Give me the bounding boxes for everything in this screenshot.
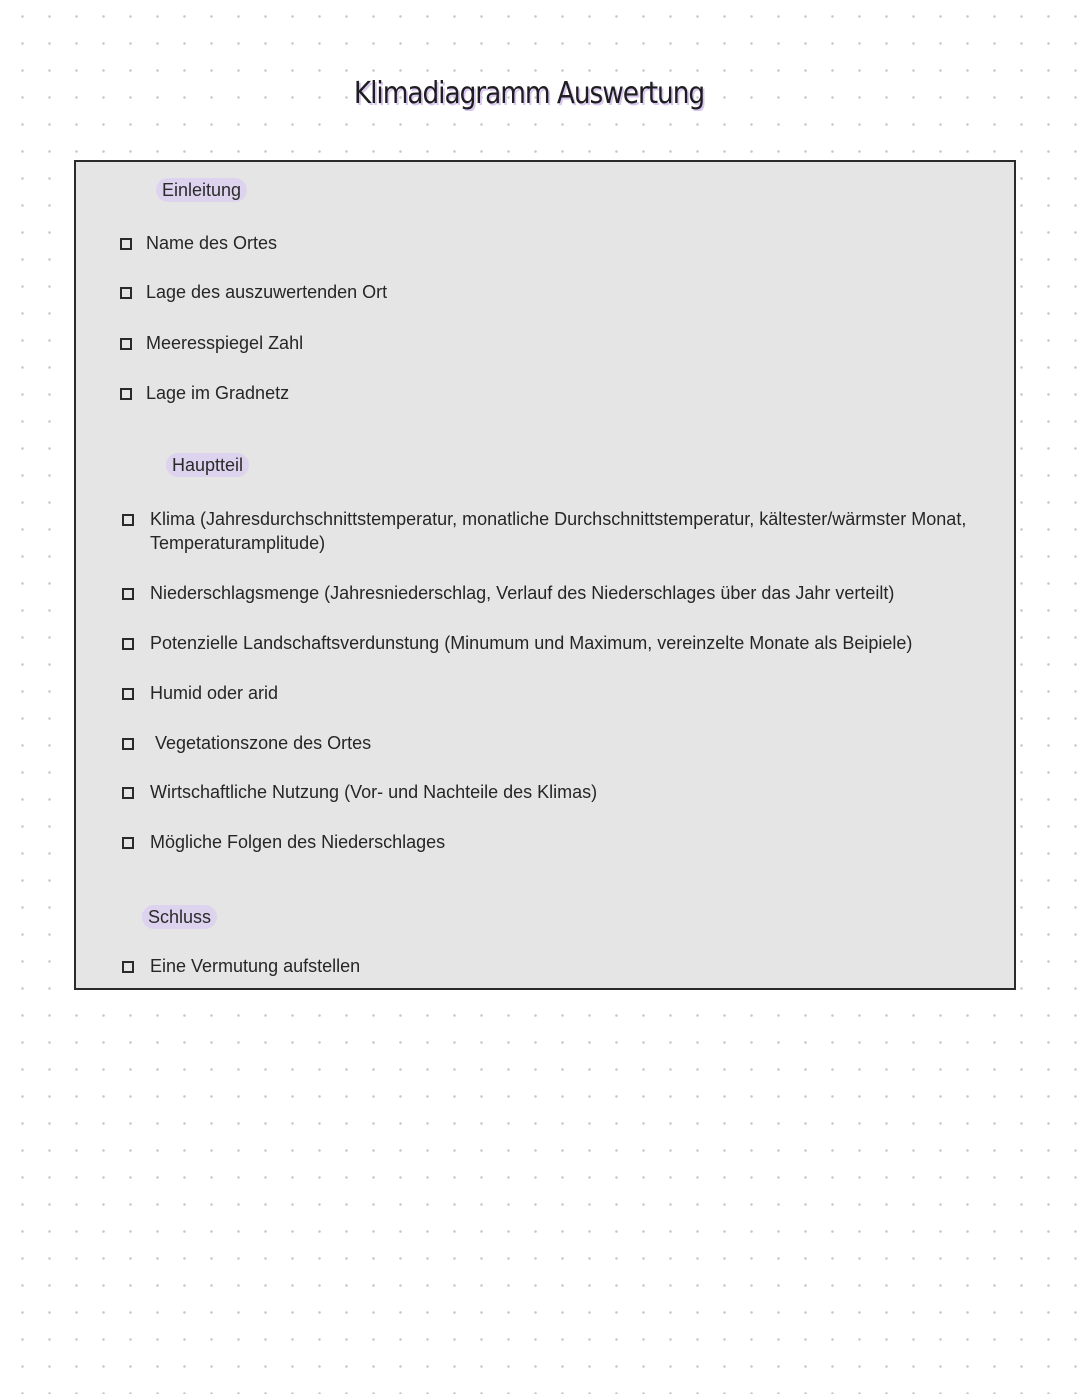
checklist-box	[74, 160, 1016, 990]
section-heading-hauptteil: Hauptteil	[166, 453, 249, 477]
checklist-item-label: Mögliche Folgen des Niederschlages	[150, 832, 446, 852]
checkbox-icon[interactable]	[120, 338, 132, 350]
checkbox-icon[interactable]	[122, 837, 134, 849]
checklist-item-label: Niederschlagsmenge (Jahresniederschlag, Verlauf des Niederschlages über das Jahr verteilt)	[150, 583, 895, 603]
checkbox-icon[interactable]	[122, 787, 134, 799]
checklist-item	[120, 231, 960, 255]
checklist-item	[120, 381, 960, 405]
checkbox-icon[interactable]	[120, 388, 132, 400]
checkbox-icon[interactable]	[122, 588, 134, 600]
checklist-item	[122, 581, 972, 605]
checkbox-icon[interactable]	[122, 738, 134, 750]
checklist-item-label: Humid oder arid	[150, 683, 279, 703]
checklist-item	[122, 954, 972, 978]
checklist-item-label: Potenzielle Landschaftsverdunstung (Minumum und Maximum, vereinzelte Monate als Beipiele)	[150, 633, 913, 653]
checklist-item	[122, 631, 972, 655]
checklist-item	[122, 507, 972, 555]
checkbox-icon[interactable]	[122, 961, 134, 973]
checklist-item-label: Lage des auszuwertenden Ort	[146, 282, 388, 302]
page-title: Klimadiagramm Auswertung	[353, 76, 705, 111]
checklist-item-label: Vegetationszone des Ortes	[150, 733, 372, 753]
checklist-item	[120, 280, 960, 304]
checklist-item	[122, 830, 972, 854]
checklist-item-label: Klima (Jahresdurchschnittstemperatur, monatliche Durchschnittstemperatur, kältester/wärmster Monat, Temperaturamplitude)	[150, 509, 967, 553]
checklist-item	[120, 331, 960, 355]
checkbox-icon[interactable]	[122, 514, 134, 526]
checklist-item-label: Name des Ortes	[146, 233, 278, 253]
section-heading-einleitung: Einleitung	[156, 178, 247, 202]
checklist-item-label: Eine Vermutung aufstellen	[150, 956, 361, 976]
checkbox-icon[interactable]	[120, 287, 132, 299]
checkbox-icon[interactable]	[122, 688, 134, 700]
checklist-item	[122, 681, 972, 705]
checkbox-icon[interactable]	[122, 638, 134, 650]
section-heading-schluss: Schluss	[142, 905, 217, 929]
checklist-item-label: Lage im Gradnetz	[146, 383, 290, 403]
checklist-item-label: Wirtschaftliche Nutzung (Vor- und Nachteile des Klimas)	[150, 782, 598, 802]
checklist-item	[122, 780, 972, 804]
checklist-item	[122, 731, 972, 755]
checklist-item-label: Meeresspiegel Zahl	[146, 333, 304, 353]
checkbox-icon[interactable]	[120, 238, 132, 250]
